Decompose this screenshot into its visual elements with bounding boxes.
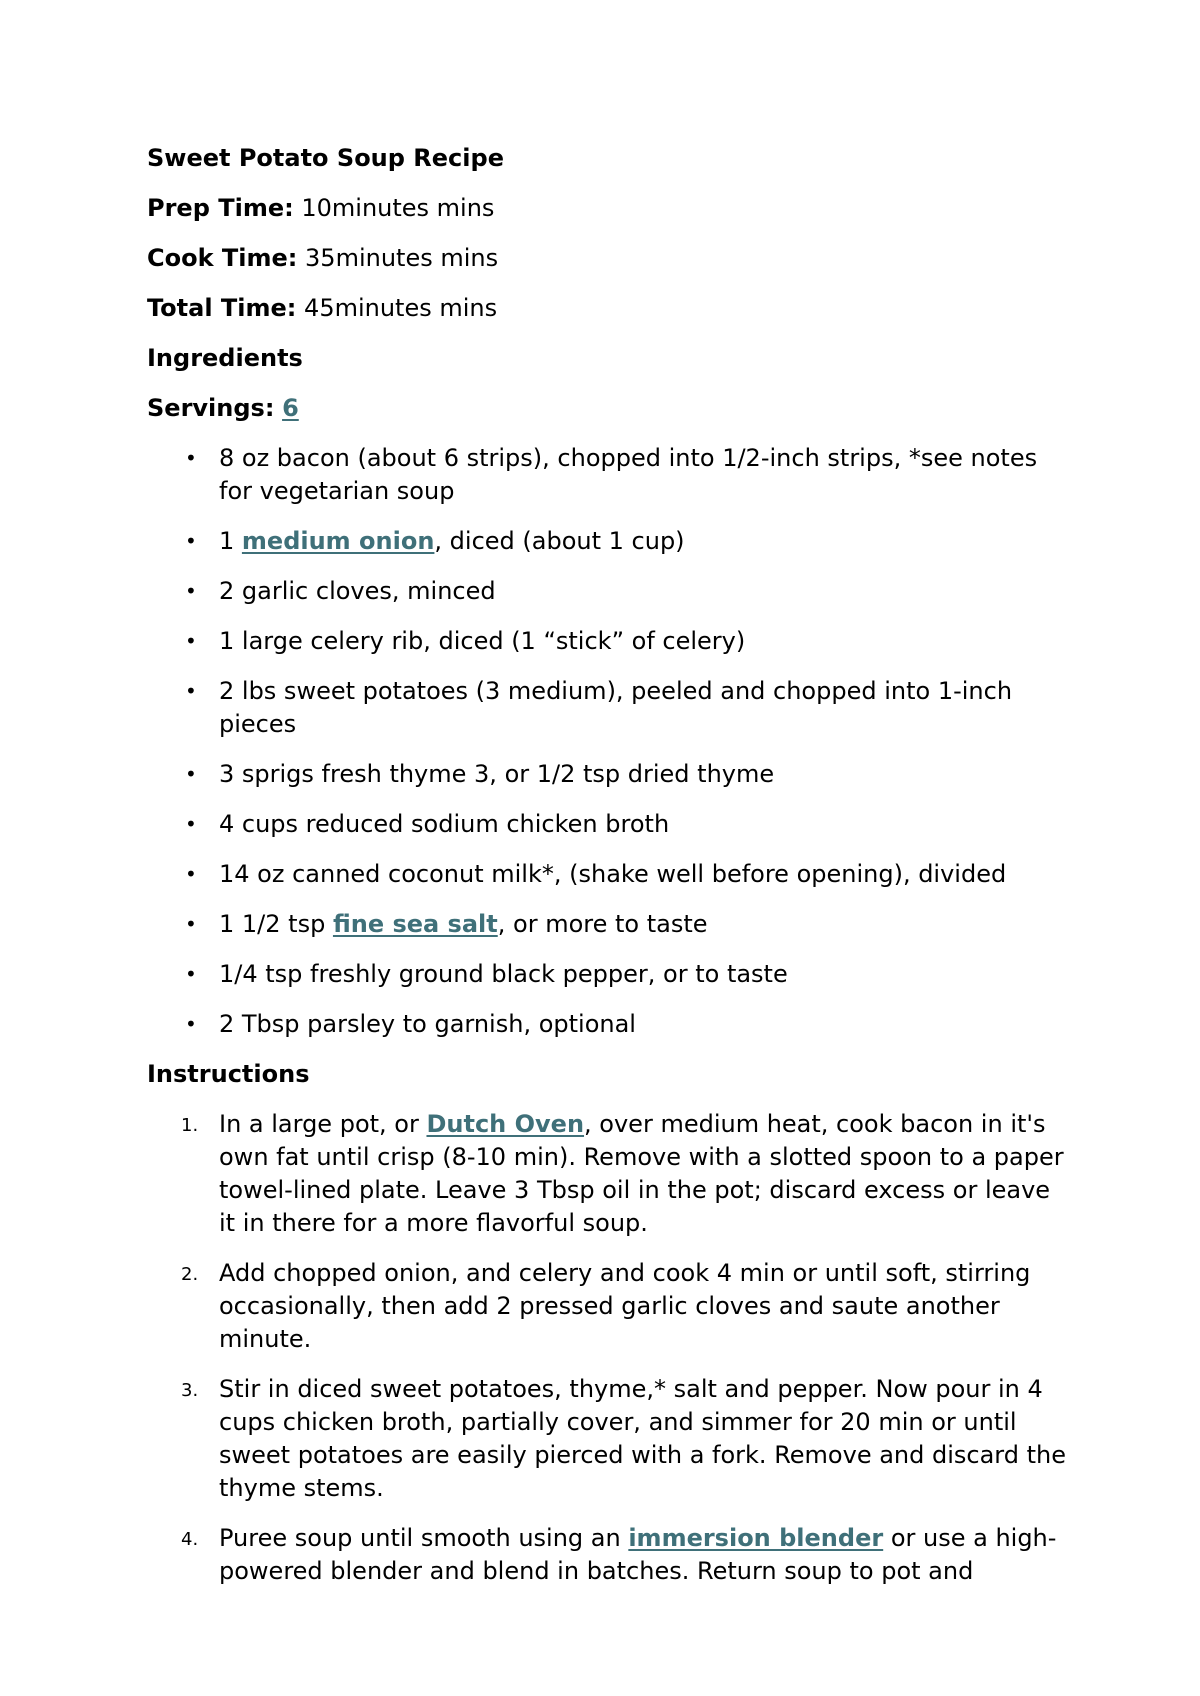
step-text: Add chopped onion, and celery and cook 4 min or until soft, stirring occasionally, then add 2 pressed garlic cloves and saute another minute. xyxy=(219,1259,1031,1353)
ingredient-text: 1 1/2 tsp xyxy=(219,910,333,938)
ingredient-text-after: , diced (about 1 cup) xyxy=(434,527,685,555)
bullet-icon: • xyxy=(185,912,197,936)
step-text: Stir in diced sweet potatoes, thyme,* salt and pepper. Now pour in 4 cups chicken broth, partially cover, and simmer for 20 min or until sweet potatoes are easily pierced with a fork. Remove and discard the thyme stems. xyxy=(219,1375,1066,1502)
ingredients-heading: Ingredients xyxy=(147,344,303,372)
ingredient-item xyxy=(147,858,1067,891)
instruction-list xyxy=(147,1108,1067,1588)
recipe-title: Sweet Potato Soup Recipe xyxy=(147,144,504,172)
ingredient-list xyxy=(147,442,1067,1041)
bullet-icon: • xyxy=(185,529,197,553)
instruction-step xyxy=(147,1257,1067,1356)
bullet-icon: • xyxy=(185,446,197,470)
servings xyxy=(147,392,1067,424)
ingredient-text: 2 garlic cloves, minced xyxy=(219,577,496,605)
ingredient-item xyxy=(147,1008,1067,1041)
step-text-after: , over medium heat, cook bacon in it's own fat until crisp (8-10 min). Remove with a slotted spoon to a paper towel-lined plate. Leave 3 Tbsp oil in the pot; discard excess or leave it in there for a more flavorful soup. xyxy=(219,1110,1064,1237)
bullet-icon: • xyxy=(185,812,197,836)
bullet-icon: • xyxy=(185,762,197,786)
instruction-step xyxy=(147,1108,1067,1240)
prep-time xyxy=(147,192,1067,224)
step-number: 2. xyxy=(181,1264,199,1285)
ingredient-item xyxy=(147,575,1067,608)
ingredient-text: 2 lbs sweet potatoes (3 medium), peeled and chopped into 1-inch pieces xyxy=(219,677,1013,738)
step-text: In a large pot, or xyxy=(219,1110,427,1138)
servings-value-link[interactable]: 6 xyxy=(282,394,299,422)
step-number: 1. xyxy=(181,1115,199,1136)
prep-time-label: Prep Time: xyxy=(147,194,294,222)
ingredient-item xyxy=(147,958,1067,991)
ingredient-item xyxy=(147,908,1067,941)
instruction-step xyxy=(147,1373,1067,1505)
ingredient-item xyxy=(147,625,1067,658)
step-number: 3. xyxy=(181,1380,199,1401)
step-link[interactable]: Dutch Oven xyxy=(426,1110,585,1138)
bullet-icon: • xyxy=(185,579,197,603)
ingredient-link[interactable]: medium onion xyxy=(241,527,435,555)
bullet-icon: • xyxy=(185,679,197,703)
ingredient-item xyxy=(147,758,1067,791)
instruction-step xyxy=(147,1522,1067,1588)
recipe-page xyxy=(147,142,1067,1605)
ingredient-link[interactable]: fine sea salt xyxy=(332,910,498,938)
ingredient-item xyxy=(147,808,1067,841)
ingredient-text: 2 Tbsp parsley to garnish, optional xyxy=(219,1010,636,1038)
ingredient-text: 1 large celery rib, diced (1 “stick” of celery) xyxy=(219,627,746,655)
step-link[interactable]: immersion blender xyxy=(628,1524,884,1552)
total-time-value: 45minutes mins xyxy=(304,294,498,322)
ingredient-text: 3 sprigs fresh thyme 3, or 1/2 tsp dried thyme xyxy=(219,760,775,788)
bullet-icon: • xyxy=(185,1012,197,1036)
step-text: Puree soup until smooth using an xyxy=(219,1524,629,1552)
step-text-after: or use a high-powered blender and blend in batches. Return soup to pot and xyxy=(219,1524,1057,1585)
total-time-label: Total Time: xyxy=(147,294,297,322)
cook-time xyxy=(147,242,1067,274)
bullet-icon: • xyxy=(185,962,197,986)
prep-time-value: 10minutes mins xyxy=(301,194,495,222)
ingredient-text: 8 oz bacon (about 6 strips), chopped into 1/2-inch strips, *see notes for vegetarian soup xyxy=(219,444,1038,505)
servings-label: Servings: xyxy=(147,394,275,422)
ingredient-text: 1/4 tsp freshly ground black pepper, or to taste xyxy=(219,960,788,988)
ingredient-text-after: , or more to taste xyxy=(497,910,708,938)
step-number: 4. xyxy=(181,1529,199,1550)
ingredient-item xyxy=(147,442,1067,508)
bullet-icon: • xyxy=(185,629,197,653)
ingredient-text: 1 xyxy=(219,527,242,555)
instructions-heading: Instructions xyxy=(147,1060,310,1088)
cook-time-label: Cook Time: xyxy=(147,244,298,272)
ingredient-item xyxy=(147,675,1067,741)
ingredient-text: 14 oz canned coconut milk*, (shake well before opening), divided xyxy=(219,860,1007,888)
cook-time-value: 35minutes mins xyxy=(305,244,499,272)
total-time xyxy=(147,292,1067,324)
ingredient-text: 4 cups reduced sodium chicken broth xyxy=(219,810,670,838)
bullet-icon: • xyxy=(185,862,197,886)
ingredient-item xyxy=(147,525,1067,558)
